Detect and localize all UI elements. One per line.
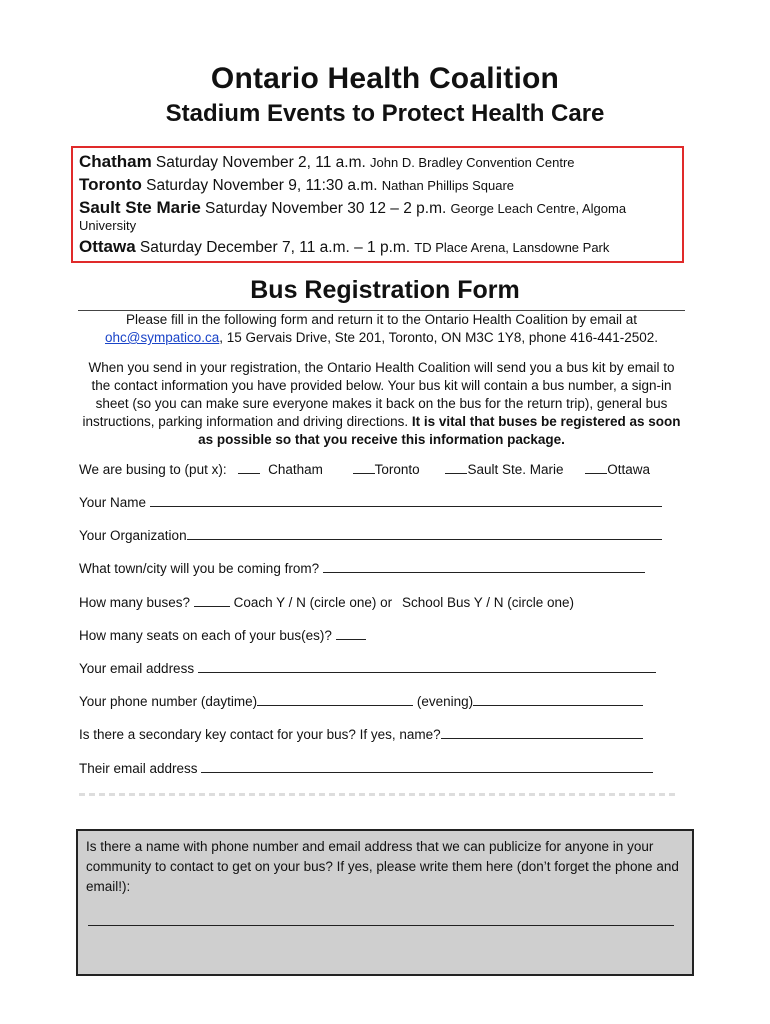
org-label: Your Organization [79,528,187,543]
phone-eve-field[interactable] [473,692,643,706]
ottawa-blank[interactable] [585,460,607,474]
event-date: Saturday November 2, 11 a.m. [155,154,366,171]
secondary-field[interactable] [441,725,643,739]
seats-row [79,626,366,643]
name-field[interactable] [150,493,662,507]
phone-day-label: Your phone number (daytime) [79,694,258,709]
toronto-blank[interactable] [353,460,375,474]
event-city: Chatham [79,152,152,171]
coach-label: Coach Y / N (circle one) or [233,595,393,610]
phone-day-field[interactable] [257,692,413,706]
event-venue: Nathan Phillips Square [381,178,515,193]
email-label: Your email address [79,661,195,676]
seats-label: How many seats on each of your bus(es)? [79,628,332,643]
sault-blank[interactable] [445,460,467,474]
page-title: Ontario Health Coalition [210,62,560,95]
intro-text [78,311,685,347]
org-field[interactable] [187,526,662,540]
intro-line1: Please fill in the following form and return it to the Ontario Health Coalition by email at [125,312,637,327]
their-email-field[interactable] [201,759,653,773]
intro-line2: , 15 Gervais Drive, Ste 201, Toronto, ON M3C 1Y8, phone 416-441-2502. [219,330,658,345]
option-sault: Sault Ste. Marie [467,462,564,477]
cut-off-line [79,793,679,796]
town-row [79,559,645,576]
events-box [71,146,684,263]
town-field[interactable] [323,559,645,573]
phone-row [79,692,643,709]
publicize-text: Is there a name with phone number and email address that we can publicize for anyone in your community to contact to get on your bus? If yes, please write them here (don’t forget the phone and email!): [86,839,679,894]
seats-field[interactable] [336,626,366,640]
form-title: Bus Registration Form [250,276,520,304]
option-chatham: Chatham [268,462,323,477]
secondary-row [79,725,643,742]
email-link[interactable]: ohc@sympatico.ca [105,330,220,345]
event-city: Toronto [79,175,142,194]
page-subtitle: Stadium Events to Protect Health Care [165,100,605,127]
phone-eve-label: (evening) [416,694,474,709]
busing-row [79,460,650,477]
name-label: Your Name [79,495,147,510]
publicize-box [76,829,694,976]
town-label: What town/city will you be coming from? [79,561,320,576]
email-field[interactable] [198,659,656,673]
buses-field[interactable] [194,593,230,607]
event-venue-continued: University [79,218,137,233]
event-city: Sault Ste Marie [79,198,201,217]
event-toronto [79,174,676,197]
publicize-field[interactable] [88,925,674,926]
option-toronto: Toronto [374,462,420,477]
their-email-label: Their email address [79,761,198,776]
event-ottawa [79,236,676,259]
option-ottawa: Ottawa [607,462,651,477]
buses-row [79,593,574,610]
email-row [79,659,656,676]
instructions-emphasis: It is vital that buses be registered as soon as possible so that you receive this information package. [198,414,681,447]
secondary-label: Is there a secondary key contact for your bus? If yes, name? [79,727,441,742]
school-label: School Bus Y / N (circle one) [401,595,575,610]
name-row [79,493,662,510]
event-venue: George Leach Centre, Algoma [450,201,627,216]
event-city: Ottawa [79,237,136,256]
buses-label: How many buses? [79,595,191,610]
org-row [79,526,662,543]
event-date: Saturday November 9, 11:30 a.m. [146,177,378,194]
their-email-row [79,759,653,776]
event-date: Saturday December 7, 11 a.m. – 1 p.m. [139,239,411,256]
event-chatham [79,151,676,174]
instructions-paragraph [78,359,685,449]
instructions-text: When you send in your registration, the Ontario Health Coalition will send you a bus kit by email to the contact information you have provided below. Your bus kit will contain a bus number, a sign-in sheet (so you can make sure everyone makes it back on the bus for the return trip), general bus instructions, parking information and driving directions. [82,360,675,429]
chatham-blank[interactable] [238,460,260,474]
event-sault-ste-marie [79,197,676,220]
event-venue: TD Place Arena, Lansdowne Park [414,240,610,255]
busing-label: We are busing to (put x): [79,462,227,477]
event-venue: John D. Bradley Convention Centre [370,155,575,170]
event-date: Saturday November 30 12 – 2 p.m. [205,200,447,217]
